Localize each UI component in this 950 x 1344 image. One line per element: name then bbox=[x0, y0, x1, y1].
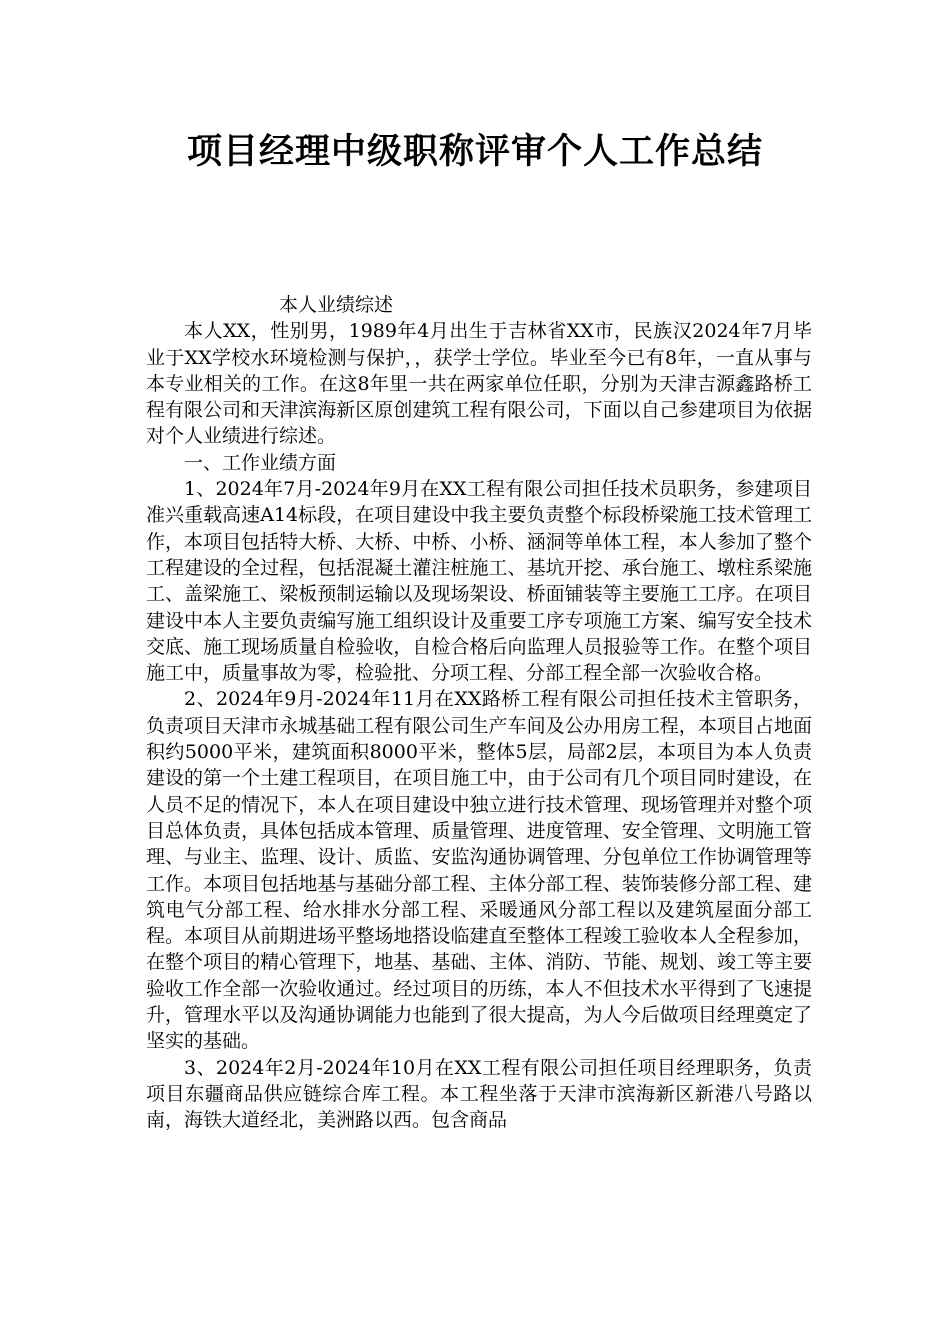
section-heading-summary: 本人业绩综述 bbox=[279, 294, 394, 316]
paragraph-item-2: 2、2024年9月-2024年11月在XX路桥工程有限公司担任技术主管职务，负责项目天津市永城基础工程有限公司生产车间及公办用房工程，本项目占地面积约5000平米，建筑面积8000平米，整体5层，局部2层，本项目为本人负责建设的第一个土建工程项目，在项目施工中，由于公司有几个项目同时建设，在人员不足的情况下，本人在项目建设中独立进行技术管理、现场管理并对整个项目总体负责，具体包括成本管理、质量管理、进度管理、安全管理、文明施工管理、与业主、监理、设计、质监、安监沟通协调管理、分包单位工作协调管理等工作。本项目包括地基与基础分部工程、主体分部工程、装饰装修分部工程、建筑电气分部工程、给水排水分部工程、采暖通风分部工程以及建筑屋面分部工程。本项目从前期进场平整场地搭设临建直至整体工程竣工验收本人全程参加，在整个项目的精心管理下，地基、基础、主体、消防、节能、规划、竣工等主要验收工作全部一次验收通过。经过项目的历练，本人不但技术水平得到了飞速提升，管理水平以及沟通协调能力也能到了很大提高，为人今后做项目经理奠定了坚实的基础。 bbox=[146, 688, 812, 1053]
paragraph-item-3: 3、2024年2月-2024年10月在XX工程有限公司担任项目经理职务，负责项目东疆商品供应链综合库工程。本工程坐落于天津市滨海新区新港八号路以南，海铁大道经北，美洲路以西。包含商品 bbox=[146, 1056, 812, 1132]
document-title: 项目经理中级职称评审个人工作总结 bbox=[186, 132, 763, 172]
document-body bbox=[146, 292, 812, 1134]
section-heading-performance: 一、工作业绩方面 bbox=[184, 451, 337, 474]
paragraph-item-1: 1、2024年7月-2024年9月在XX工程有限公司担任技术员职务，参建项目准兴重载高速A14标段，在项目建设中我主要负责整个标段桥梁施工技术管理工作，本项目包括特大桥、大桥、中桥、小桥、涵洞等单体工程，本人参加了整个工程建设的全过程，包括混凝土灌注桩施工、基坑开挖、承台施工、墩柱系梁施工、盖梁施工、梁板预制运输以及现场架设、桥面铺装等主要施工工序。在项目建设中本人主要负责编写施工组织设计及重要工序专项施工方案、编写安全技术交底、施工现场质量自检验收，自检合格后向监理人员报验等工作。在整个项目施工中，质量事故为零，检验批、分项工程、分部工程全部一次验收合格。 bbox=[146, 478, 812, 685]
paragraph-intro: 本人XX，性别男，1989年4月出生于吉林省XX市，民族汉2024年7月毕业于XX学校水环境检测与保护，，获学士学位。毕业至今已有8年，一直从事与本专业相关的工作。在这8年里一共在两家单位任职，分别为天津吉源鑫路桥工程有限公司和天津滨海新区原创建筑工程有限公司，下面以自己参建项目为依据对个人业绩进行综述。 bbox=[146, 320, 812, 448]
